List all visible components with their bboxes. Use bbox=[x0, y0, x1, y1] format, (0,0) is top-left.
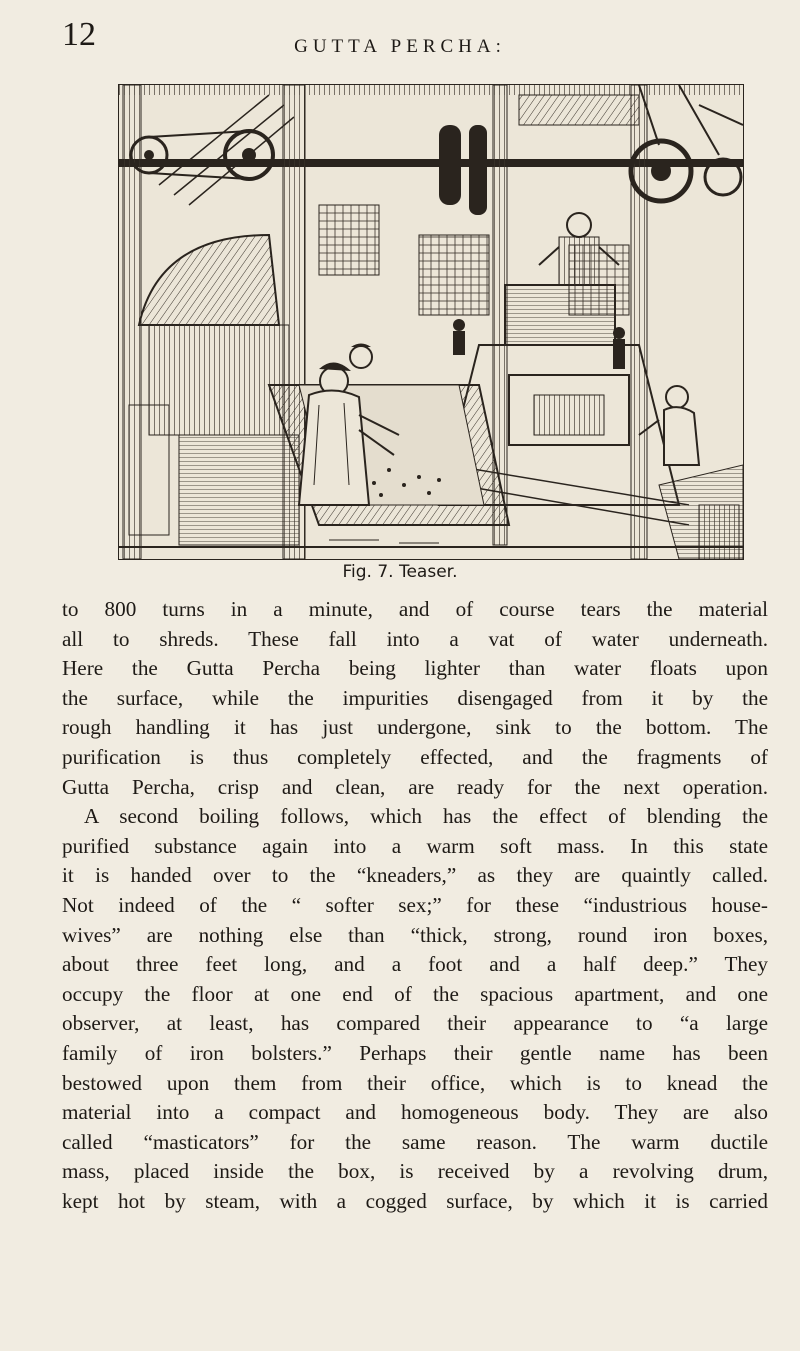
text-line: A second boiling follows, which has the effect of blending the bbox=[84, 804, 768, 829]
text-line: purification is thus completely effected, and the fragments of bbox=[62, 744, 768, 769]
text-line: occupy the floor at one end of the spacious apartment, and one bbox=[62, 981, 768, 1006]
text-line: Not indeed of the “ softer sex;” for these “industrious house- bbox=[62, 892, 768, 917]
text-line: observer, at least, has compared their appearance to “a large bbox=[62, 1011, 768, 1036]
text-line: all to shreds. These fall into a vat of water underneath. bbox=[62, 626, 768, 651]
running-head: GUTTA PERCHA: bbox=[294, 36, 506, 57]
text-line: it is handed over to the “kneaders,” as they are quaintly called. bbox=[62, 863, 768, 888]
text-line: rough handling it has just undergone, sink to the bottom. The bbox=[62, 715, 768, 740]
text-line: to 800 turns in a minute, and of course tears the material bbox=[62, 597, 768, 621]
body-text bbox=[62, 595, 768, 1216]
text-line: Here the Gutta Percha being lighter than water floats upon bbox=[62, 656, 768, 681]
figure-caption: Fig. 7. Teaser. bbox=[342, 562, 458, 582]
text-line: kept hot by steam, with a cogged surface, by which it is carried bbox=[62, 1188, 768, 1213]
figure-illustration bbox=[118, 84, 744, 560]
text-line: Gutta Percha, crisp and clean, are ready for the next operation. bbox=[62, 774, 768, 799]
text-line: purified substance again into a warm soft mass. In this state bbox=[62, 833, 768, 858]
text-line: bestowed upon them from their office, which is to knead the bbox=[62, 1070, 768, 1095]
teaser-machine-engraving bbox=[119, 85, 743, 559]
text-line: mass, placed inside the box, is received by a revolving drum, bbox=[62, 1159, 768, 1184]
text-line: about three feet long, and a foot and a half deep.” They bbox=[62, 952, 768, 977]
page-number: 12 bbox=[62, 16, 96, 53]
text-line: the surface, while the impurities disengaged from it by the bbox=[62, 685, 768, 710]
text-line: family of iron bolsters.” Perhaps their gentle name has been bbox=[62, 1040, 768, 1065]
text-line: called “masticators” for the same reason. The warm ductile bbox=[62, 1129, 768, 1154]
text-line: material into a compact and homogeneous body. They are also bbox=[62, 1100, 768, 1125]
text-line: wives” are nothing else than “thick, strong, round iron boxes, bbox=[62, 922, 768, 947]
